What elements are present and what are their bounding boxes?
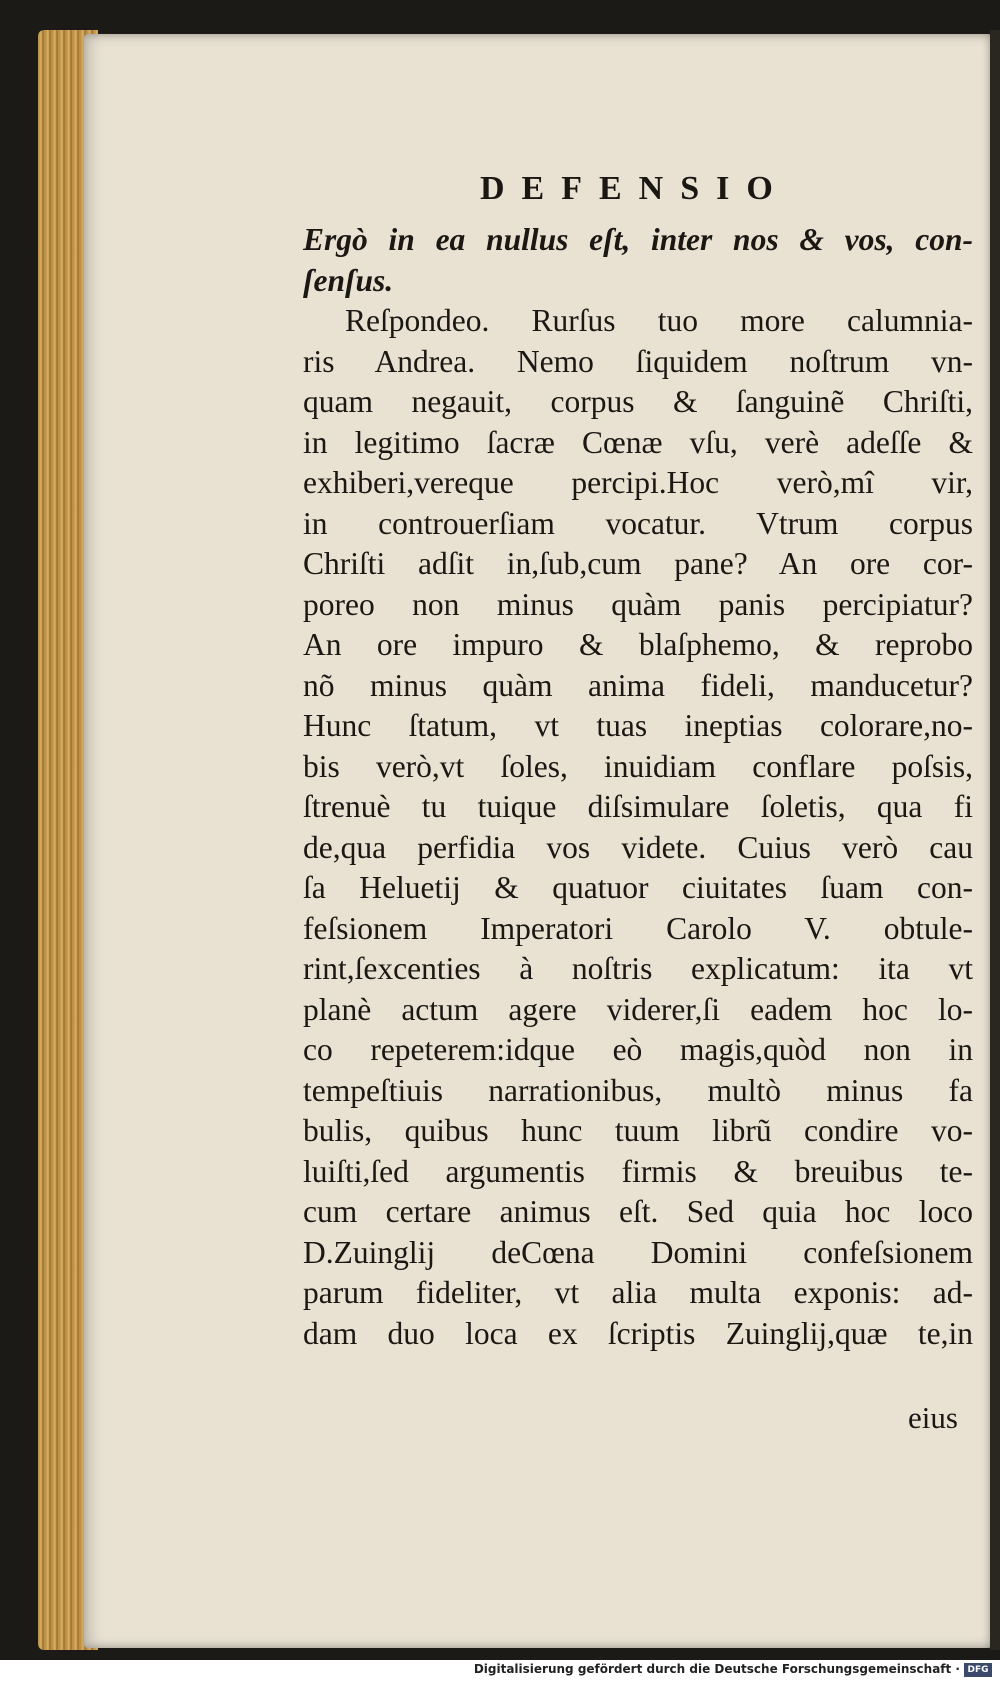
text-line: ſtrenuè tu tuique diſsimulare ſoletis, qua fi [303,789,973,824]
text-line: An ore impuro & blaſphemo, & reprobo [303,627,973,662]
text-line: feſsionem Imperatori Carolo V. obtule- [303,910,973,946]
text-line: Reſpondeo. Rurſus tuo more calumnia- [345,303,973,338]
text-line: poreo non minus quàm panis percipiatur? [303,586,973,622]
text-line: tempeſtiuis narrationibus, multò minus fa [303,1072,973,1108]
text-line: de,qua perfidia vos videte. Cuius verò cau [303,829,973,865]
running-head: DEFENSIO [480,170,790,207]
body-text [303,220,973,1354]
text-line: exhiberi,vereque percipi.Hoc verò,mî vir, [303,465,973,500]
text-line: luiſti,ſed argumentis firmis & breuibus te- [303,1153,973,1189]
text-line: planè actum agere viderer,ſi eadem hoc lo- [303,991,973,1027]
text-line: Hunc ſtatum, vt tuas ineptias colorare,no- [303,708,973,743]
text-line: dam duo loca ex ſcriptis Zuinglij,quæ te,in [303,1315,973,1351]
text-line: bulis, quibus hunc tuum librũ condire vo- [303,1113,973,1148]
text-line: nõ minus quàm anima fideli, manducetur? [303,667,973,703]
scan-right-border [990,30,1000,1650]
text-line: bis verò,vt ſoles, inuidiam conflare poſsis, [303,748,973,784]
text-line: in legitimo ſacræ Cœnæ vſu, verè adeſſe & [303,424,973,460]
text-line: co repeterem:idque eò magis,quòd non in [303,1032,973,1067]
catchword: eius [908,1400,958,1435]
text-line: ris Andrea. Nemo ſiquidem noſtrum vn- [303,343,973,379]
text-line: cum certare animus eſt. Sed quia hoc loco [303,1194,973,1229]
text-line: Chriſti adſit in,ſub,cum pane? An ore cor- [303,546,973,581]
text-line: D.Zuinglij deCœna Domini confeſsionem [303,1234,973,1270]
text-line: in controuerſiam vocatur. Vtrum corpus [303,505,973,541]
text-line: parum fideliter, vt alia multa exponis: ad- [303,1275,973,1310]
footer-bar [0,1660,1000,1681]
dfg-logo: DFG [964,1663,992,1677]
text-line: Ergò in ea nullus eſt, inter nos & vos, con- [303,222,973,257]
text-line: ſenſus. [303,262,394,298]
text-line: rint,ſexcenties à noſtris explicatum: ita vt [303,951,973,986]
text-line: quam negauit, corpus & ſanguinẽ Chriſti, [303,384,973,419]
text-line: ſa Heluetij & quatuor ciuitates ſuam con- [303,870,973,905]
funding-credit: Digitalisierung gefördert durch die Deutsche Forschungsgemeinschaft · [473,1662,960,1676]
